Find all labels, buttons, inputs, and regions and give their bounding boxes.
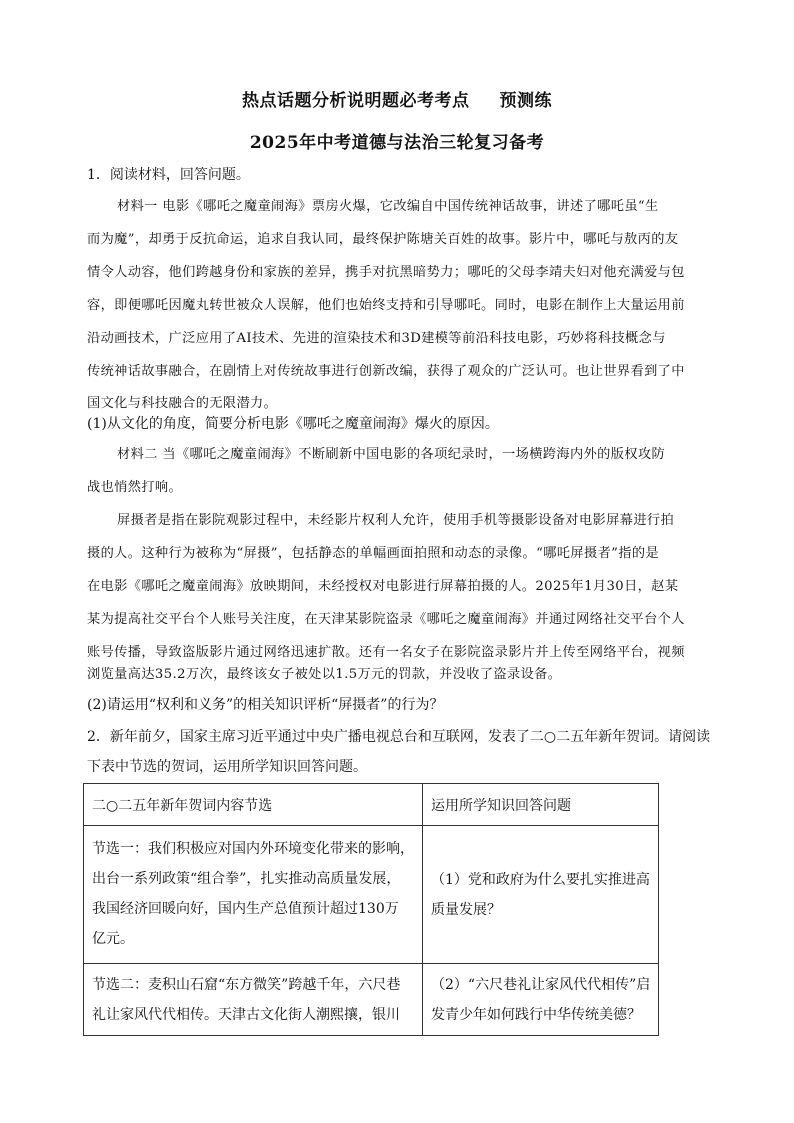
material1-line: 容，即便哪吒因魔丸转世被众人误解，他们也始终支持和引导哪吒。同时，电影在制作上大量运用前 bbox=[87, 298, 685, 313]
excerpt-line: 我国经济回暖向好，国内生产总值预计超过130万 bbox=[92, 901, 399, 917]
material3-line: 浏览量高达35.2万次，最终该女子被处以1.5万元的罚款，并没收了盗录设备。 bbox=[87, 667, 562, 682]
material1-line: 情令人动容，他们跨越身份和家族的差异，携手对抗黑暗势力；哪吒的父母李靖夫妇对他充满爱与包 bbox=[87, 265, 685, 280]
excerpt-line: 节选一：我们积极应对国内外环境变化带来的影响， bbox=[92, 841, 414, 857]
table-cell-excerpt bbox=[84, 964, 423, 1036]
material2-line: 材料二 当《哪吒之魔童闹海》不断刷新中国电影的各项纪录时，一场横跨海内外的版权攻防 bbox=[117, 447, 666, 462]
question-line: （1）党和政府为什么要扎实推进高 bbox=[431, 871, 650, 888]
material3-line: 账号传播，导致盗版影片通过网络迅速扩散。还有一名女子在影院盗录影片并上传至网络平台，视频 bbox=[87, 645, 685, 660]
q1-subquestion-1: (1)从文化的角度，简要分析电影《哪吒之魔童闹海》爆火的原因。 bbox=[87, 416, 499, 432]
excerpt-line: 出台一系列政策“组合拳”，扎实推动高质量发展， bbox=[92, 871, 401, 887]
page-subtitle: 2025年中考道德与法治三轮复习备考 bbox=[249, 133, 545, 153]
question-line: 质量发展？ bbox=[431, 901, 501, 918]
table-cell-question bbox=[423, 964, 659, 1036]
material3-line: 在电影《哪吒之魔童闹海》放映期间，未经授权对电影进行屏幕拍摄的人。2025年1月30日，赵某 bbox=[87, 579, 679, 594]
excerpt-line: 亿元。 bbox=[92, 931, 134, 947]
q1-stem: 1．阅读材料，回答问题。 bbox=[87, 167, 250, 183]
new-year-speech-table bbox=[83, 783, 659, 1036]
table-cell-excerpt bbox=[84, 826, 423, 964]
q2-stem-line: 下表中节选的贺词，运用所学知识回答问题。 bbox=[87, 759, 367, 775]
page-title bbox=[0, 86, 794, 111]
material2-line: 战也悄然打响。 bbox=[87, 480, 183, 495]
table-header-cell: 运用所学知识回答问题 bbox=[423, 784, 659, 826]
material3-line: 摄的人。这种行为被称为“屏摄”，包括静态的单幅画面拍照和动态的录像。“哪吒屏摄者”指的是 bbox=[87, 546, 660, 561]
q2-stem-line: 2．新年前夕，国家主席习近平通过中央广播电视总台和互联网，发表了二○二五年新年贺词。请阅读 bbox=[87, 729, 711, 745]
material1-line: 沿动画技术，广泛应用了AI技术、先进的渲染技术和3D建模等前沿科技电影，巧妙将科技概念与 bbox=[87, 331, 666, 346]
material1-line: 传统神话故事融合，在剧情上对传统故事进行创新改编，获得了观众的广泛认可。也让世界看到了中 bbox=[87, 364, 685, 379]
material1-line: 而为魔”，却勇于反抗命运，追求自我认同，最终保护陈塘关百姓的故事。影片中，哪吒与敖丙的友 bbox=[87, 232, 679, 247]
excerpt-line: 节选二：麦积山石窟“东方微笑”跨越千年，六尺巷 bbox=[92, 977, 401, 993]
table-row bbox=[84, 964, 659, 1036]
table-cell-question bbox=[423, 826, 659, 964]
material1-line: 国文化与科技融合的无限潜力。 bbox=[87, 396, 278, 411]
material3-line: 屏摄者是指在影院观影过程中，未经影片权利人允许，使用手机等摄影设备对电影屏幕进行拍 bbox=[117, 513, 675, 528]
material3-line: 某为提高社交平台个人账号关注度，在天津某影院盗录《哪吒之魔童闹海》并通过网络社交平台个人 bbox=[87, 612, 685, 627]
title-main: 热点话题分析说明题必考考点 bbox=[242, 91, 470, 111]
table-header-row bbox=[84, 784, 659, 826]
question-line: 发青少年如何践行中华传统美德？ bbox=[431, 1007, 641, 1023]
question-line: （2）“六尺巷礼让家风代代相传”启 bbox=[431, 977, 651, 993]
excerpt-line: 礼让家风代代相传。天津古文化街人潮熙攘，银川 bbox=[92, 1007, 400, 1023]
q1-subquestion-2: (2)请运用“权利和义务”的相关知识评析“屏摄者”的行为？ bbox=[87, 697, 444, 713]
table-row bbox=[84, 826, 659, 964]
table-header-cell: 二○二五年新年贺词内容节选 bbox=[84, 784, 423, 826]
material1-line: 材料一 电影《哪吒之魔童闹海》票房火爆，它改编自中国传统神话故事，讲述了哪吒虽“生 bbox=[117, 199, 659, 214]
title-suffix: 预测练 bbox=[499, 91, 552, 111]
